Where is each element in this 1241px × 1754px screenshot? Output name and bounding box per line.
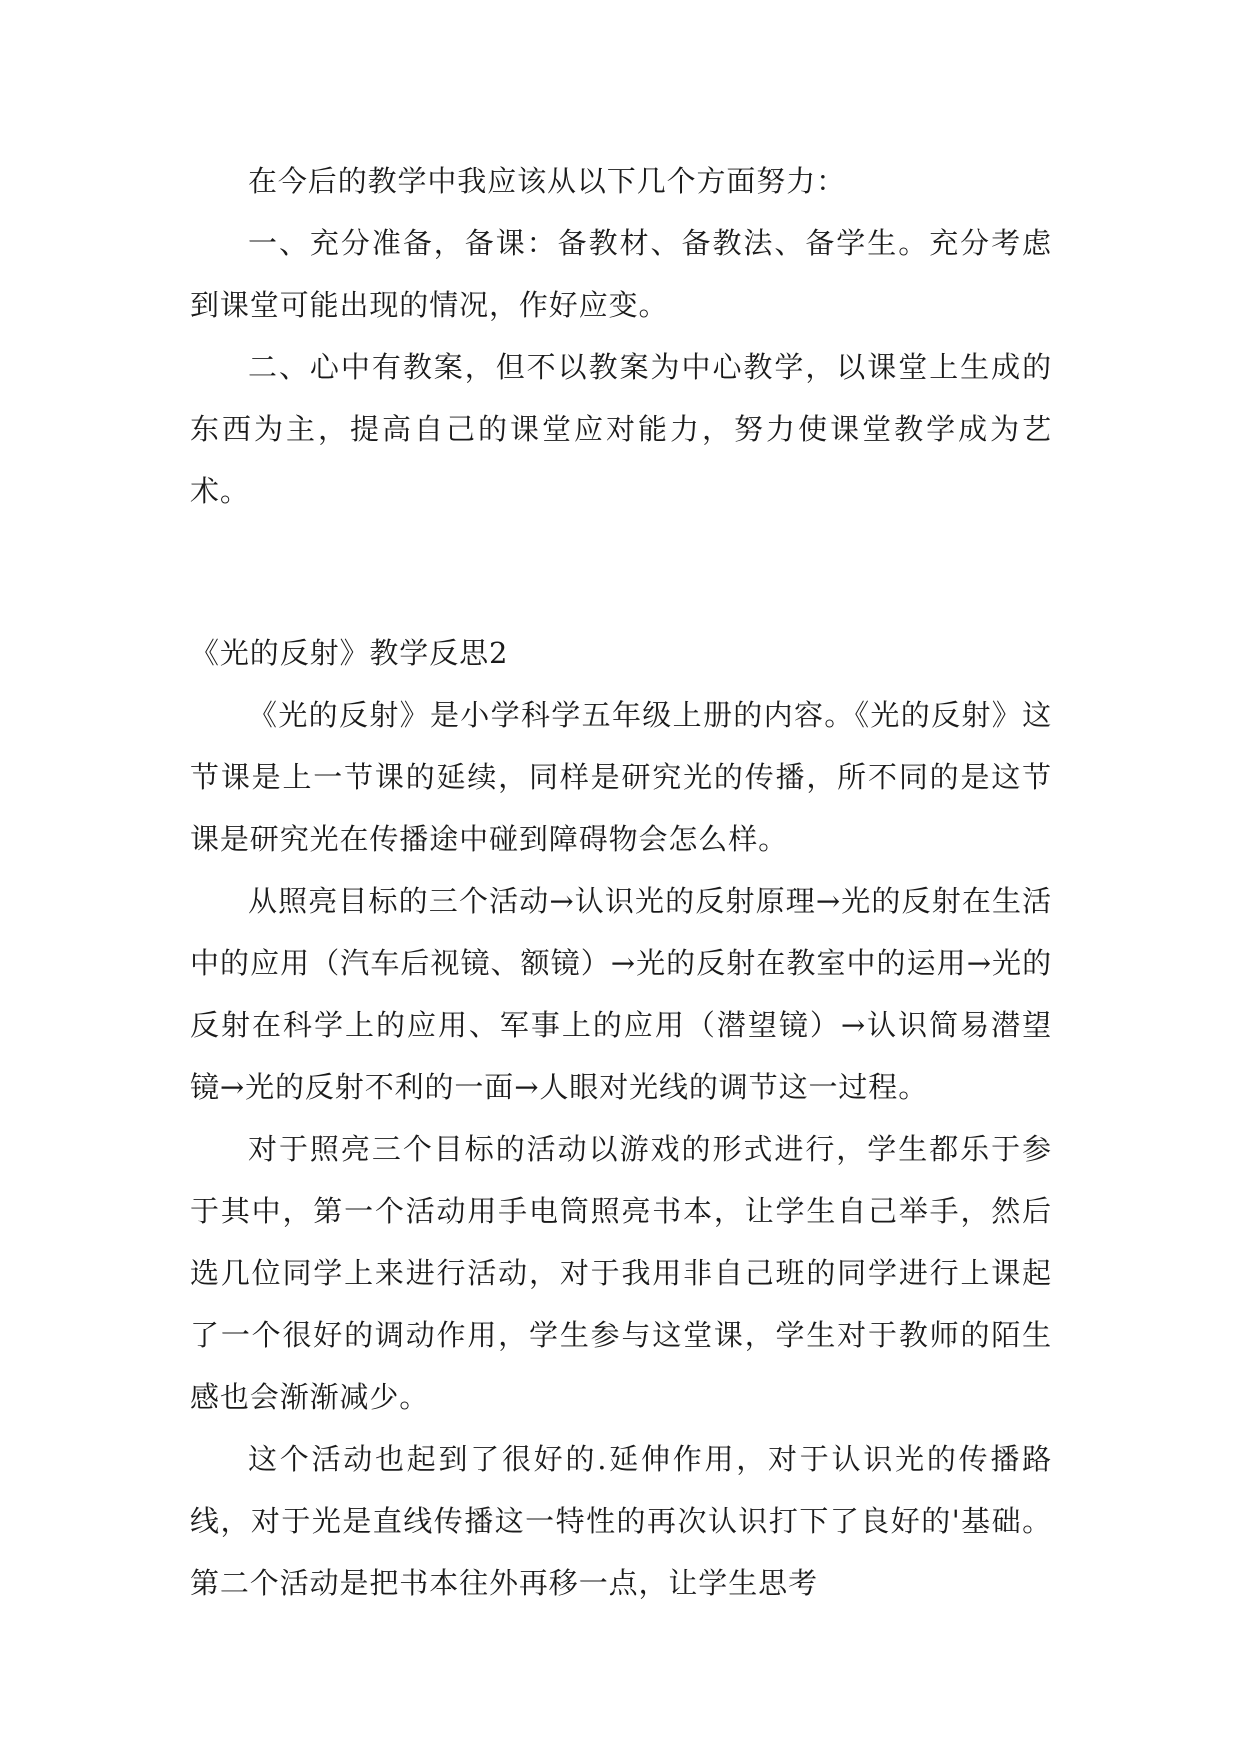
paragraph: 《光的反射》是小学科学五年级上册的内容。《光的反射》这节课是上一节课的延续，同样是研究光的传播，所不同的是这节课是研究光在传播途中碰到障碍物会怎么样。 (190, 698, 1052, 856)
paragraph: 这个活动也起到了很好的.延伸作用，对于认识光的传播路线，对于光是直线传播这一特性的再次认识打下了良好的'基础。第二个活动是把书本往外再移一点，让学生思考 (190, 1442, 1052, 1600)
section-title: 《光的反射》教学反思2 (190, 636, 509, 670)
section-gap (190, 522, 1052, 622)
paragraph: 一、充分准备，备课：备教材、备教法、备学生。充分考虑到课堂可能出现的情况，作好应变。 (190, 226, 1052, 322)
paragraph: 二、心中有教案，但不以教案为中心教学，以课堂上生成的东西为主，提高自己的课堂应对能力，努力使课堂教学成为艺术。 (190, 350, 1052, 508)
paragraph: 对于照亮三个目标的活动以游戏的形式进行，学生都乐于参于其中，第一个活动用手电筒照亮书本，让学生自己举手，然后选几位同学上来进行活动，对于我用非自己班的同学进行上课起了一个很好的调动作用，学生参与这堂课，学生对于教师的陌生感也会渐渐减少。 (190, 1132, 1052, 1414)
document-page (190, 150, 1052, 1614)
paragraph: 在今后的教学中我应该从以下几个方面努力： (248, 164, 847, 198)
paragraph: 从照亮目标的三个活动→认识光的反射原理→光的反射在生活中的应用（汽车后视镜、额镜）→光的反射在教室中的运用→光的反射在科学上的应用、军事上的应用（潜望镜）→认识简易潜望镜→光的反射不利的一面→人眼对光线的调节这一过程。 (190, 884, 1052, 1104)
